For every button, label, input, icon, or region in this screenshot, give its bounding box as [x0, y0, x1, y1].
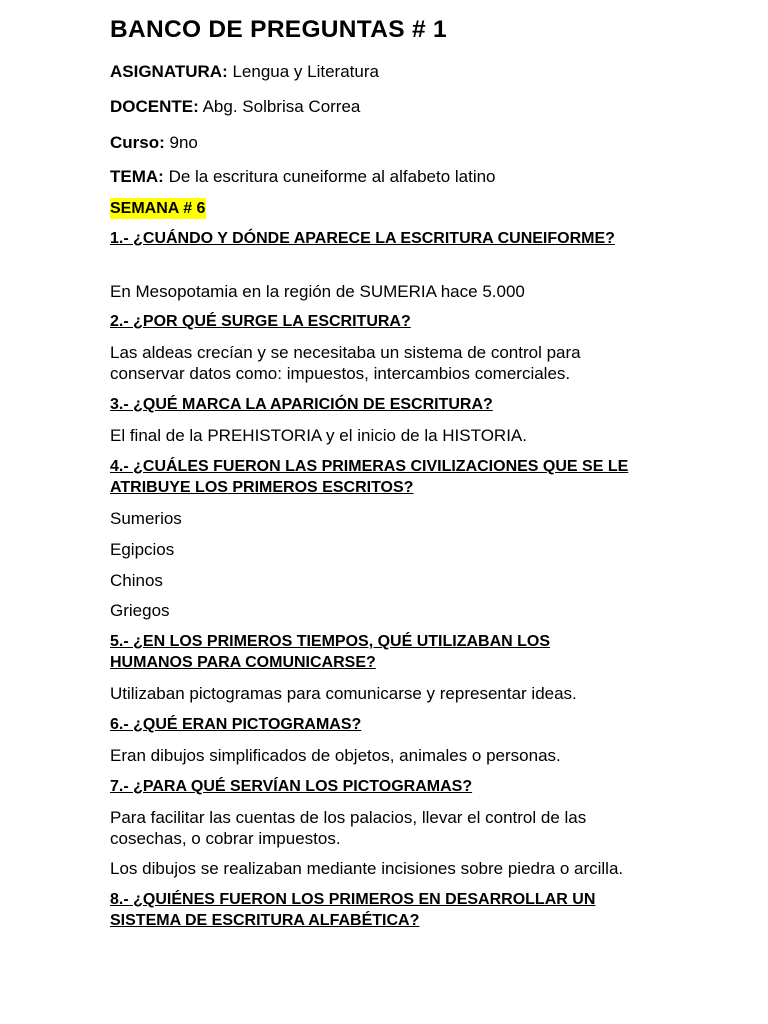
topic-field: [110, 167, 496, 187]
teacher-label: DOCENTE:: [110, 97, 199, 116]
topic-value: De la escritura cuneiforme al alfabeto latino: [168, 167, 496, 186]
question-5: 5.- ¿EN LOS PRIMEROS TIEMPOS, QUÉ UTILIZABAN LOS HUMANOS PARA COMUNICARSE?: [110, 633, 551, 671]
teacher-value: Abg. Solbrisa Correa: [202, 97, 361, 116]
course-field: [110, 133, 198, 153]
question-6: 6.- ¿QUÉ ERAN PICTOGRAMAS?: [110, 716, 362, 733]
topic-label: TEMA:: [110, 167, 164, 186]
teacher-field: [110, 97, 360, 117]
answer-1: En Mesopotamia en la región de SUMERIA hace 5.000: [110, 282, 525, 301]
subject-field: [110, 62, 379, 82]
answer-3: El final de la PREHISTORIA y el inicio de la HISTORIA.: [110, 426, 527, 445]
question-3: 3.- ¿QUÉ MARCA LA APARICIÓN DE ESCRITURA?: [110, 396, 493, 413]
answer-4-item-3: Chinos: [110, 571, 163, 590]
question-7: 7.- ¿PARA QUÉ SERVÍAN LOS PICTOGRAMAS?: [110, 778, 473, 795]
answer-4-item-4: Griegos: [110, 601, 170, 620]
answer-2: Las aldeas crecían y se necesitaba un sistema de control para conservar datos como: impuestos, intercambios comerciales.: [110, 343, 581, 383]
answer-7-part-2: Los dibujos se realizaban mediante incisiones sobre piedra o arcilla.: [110, 859, 624, 878]
document-title: BANCO DE PREGUNTAS # 1: [110, 16, 447, 43]
question-1: 1.- ¿CUÁNDO Y DÓNDE APARECE LA ESCRITURA CUNEIFORME?: [110, 230, 615, 247]
answer-7-part-1: Para facilitar las cuentas de los palacios, llevar el control de las cosechas, o cobrar impuestos.: [110, 808, 587, 848]
question-4: 4.- ¿CUÁLES FUERON LAS PRIMERAS CIVILIZACIONES QUE SE LE ATRIBUYE LOS PRIMEROS ESCRITOS?: [110, 458, 629, 496]
course-label: Curso:: [110, 133, 165, 152]
subject-label: ASIGNATURA:: [110, 62, 228, 81]
question-2: 2.- ¿POR QUÉ SURGE LA ESCRITURA?: [110, 313, 411, 330]
week-highlight: SEMANA # 6: [110, 200, 206, 217]
subject-value: Lengua y Literatura: [232, 62, 379, 81]
answer-4-item-2: Egipcios: [110, 540, 175, 559]
answer-4-item-1: Sumerios: [110, 509, 182, 528]
course-value: 9no: [169, 133, 198, 152]
question-8: 8.- ¿QUIÉNES FUERON LOS PRIMEROS EN DESARROLLAR UN SISTEMA DE ESCRITURA ALFABÉTICA?: [110, 891, 596, 929]
answer-6: Eran dibujos simplificados de objetos, animales o personas.: [110, 746, 561, 765]
answer-5: Utilizaban pictogramas para comunicarse y representar ideas.: [110, 684, 577, 703]
